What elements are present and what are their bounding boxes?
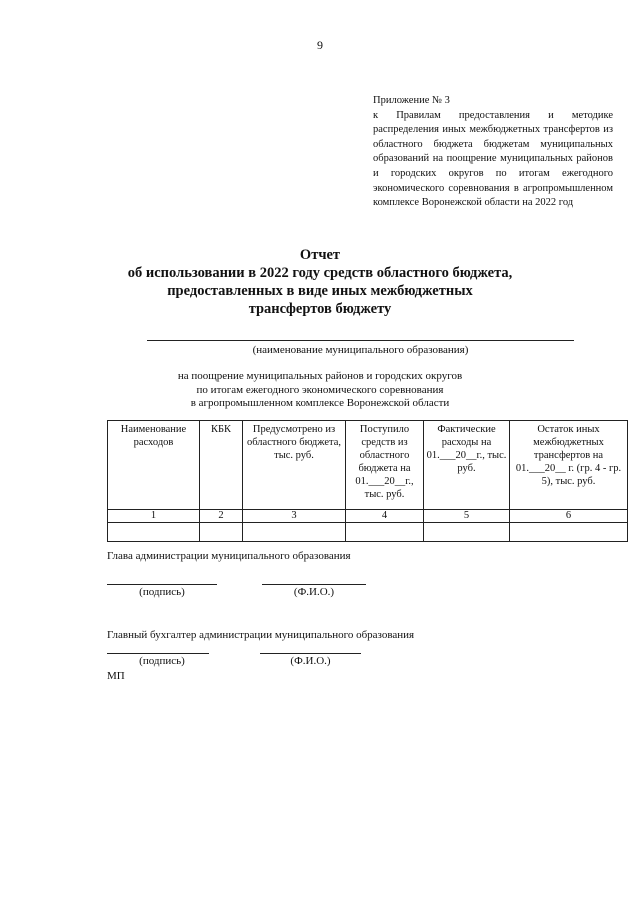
- head-signature-title: Глава администрации муниципального образования: [107, 550, 351, 562]
- report-title-line: об использовании в 2022 году средств областного бюджета,: [127, 265, 513, 281]
- report-table: [107, 420, 628, 542]
- column-number: 6: [510, 510, 628, 523]
- accountant-signature-line: [107, 653, 209, 654]
- head-name-caption: (Ф.И.О.): [293, 586, 335, 598]
- appendix-block: [373, 94, 613, 211]
- head-signature-line: [107, 584, 217, 585]
- head-name-line: [262, 584, 366, 585]
- column-number: 5: [424, 510, 510, 523]
- subtitle-line: по итогам ежегодного экономического соревнования: [196, 383, 444, 396]
- table-number-row: [108, 510, 628, 523]
- table-cell: [424, 523, 510, 542]
- column-number: 4: [346, 510, 424, 523]
- accountant-name-line: [260, 653, 361, 654]
- stamp-place-label: МП: [107, 670, 125, 682]
- table-row: [108, 523, 628, 542]
- municipality-name-caption: (наименование муниципального образования): [252, 344, 469, 356]
- report-subtitle: [120, 370, 520, 411]
- appendix-title: Приложение № 3: [373, 95, 450, 106]
- report-title-line: Отчет: [299, 247, 341, 263]
- table-header-row: [108, 421, 628, 510]
- report-title-line: предоставленных в виде иных межбюджетных: [167, 283, 473, 299]
- table-cell: [200, 523, 243, 542]
- accountant-signature-title: Главный бухгалтер администрации муниципального образования: [107, 629, 415, 641]
- column-number: 3: [243, 510, 346, 523]
- accountant-name-caption: (Ф.И.О.): [290, 655, 331, 667]
- subtitle-line: в агропромышленном комплексе Воронежской области: [190, 397, 450, 409]
- table-header-cell: Поступило средств из областного бюджета на 01.___20__г., тыс. руб.: [346, 421, 424, 510]
- report-title-line: трансфертов бюджету: [248, 301, 392, 317]
- table-header-cell: Предусмотрено из областного бюджета, тыс. руб.: [243, 421, 346, 510]
- subtitle-line: на поощрение муниципальных районов и городских округов: [177, 370, 463, 382]
- accountant-signature-caption: (подпись): [139, 655, 185, 667]
- table-cell: [108, 523, 200, 542]
- table-header-cell: Фактические расходы на 01.___20__г., тыс. руб.: [424, 421, 510, 510]
- column-number: 2: [200, 510, 243, 523]
- page-number: 9: [317, 38, 323, 52]
- table-cell: [243, 523, 346, 542]
- report-title: [60, 246, 580, 318]
- column-number: 1: [108, 510, 200, 523]
- head-signature-caption: (подпись): [139, 586, 185, 598]
- table-header-cell: Остаток иных межбюджетных трансфертов на 01.___20__ г. (гр. 4 - гр. 5), тыс. руб.: [510, 421, 628, 510]
- municipality-name-line: [147, 340, 574, 341]
- table-cell: [346, 523, 424, 542]
- table-header-cell: Наименование расходов: [108, 421, 200, 510]
- table-cell: [510, 523, 628, 542]
- appendix-body: к Правилам предоставления и методике распределения иных межбюджетных трансфертов из областного бюджета бюджетам муниципальных образований на поощрение муниципальных районов и городских округов по итогам ежегодного экономического соревнования в агропромышленном комплексе Воронежской области на 2022 год: [373, 109, 613, 209]
- table-header-cell: КБК: [200, 421, 243, 510]
